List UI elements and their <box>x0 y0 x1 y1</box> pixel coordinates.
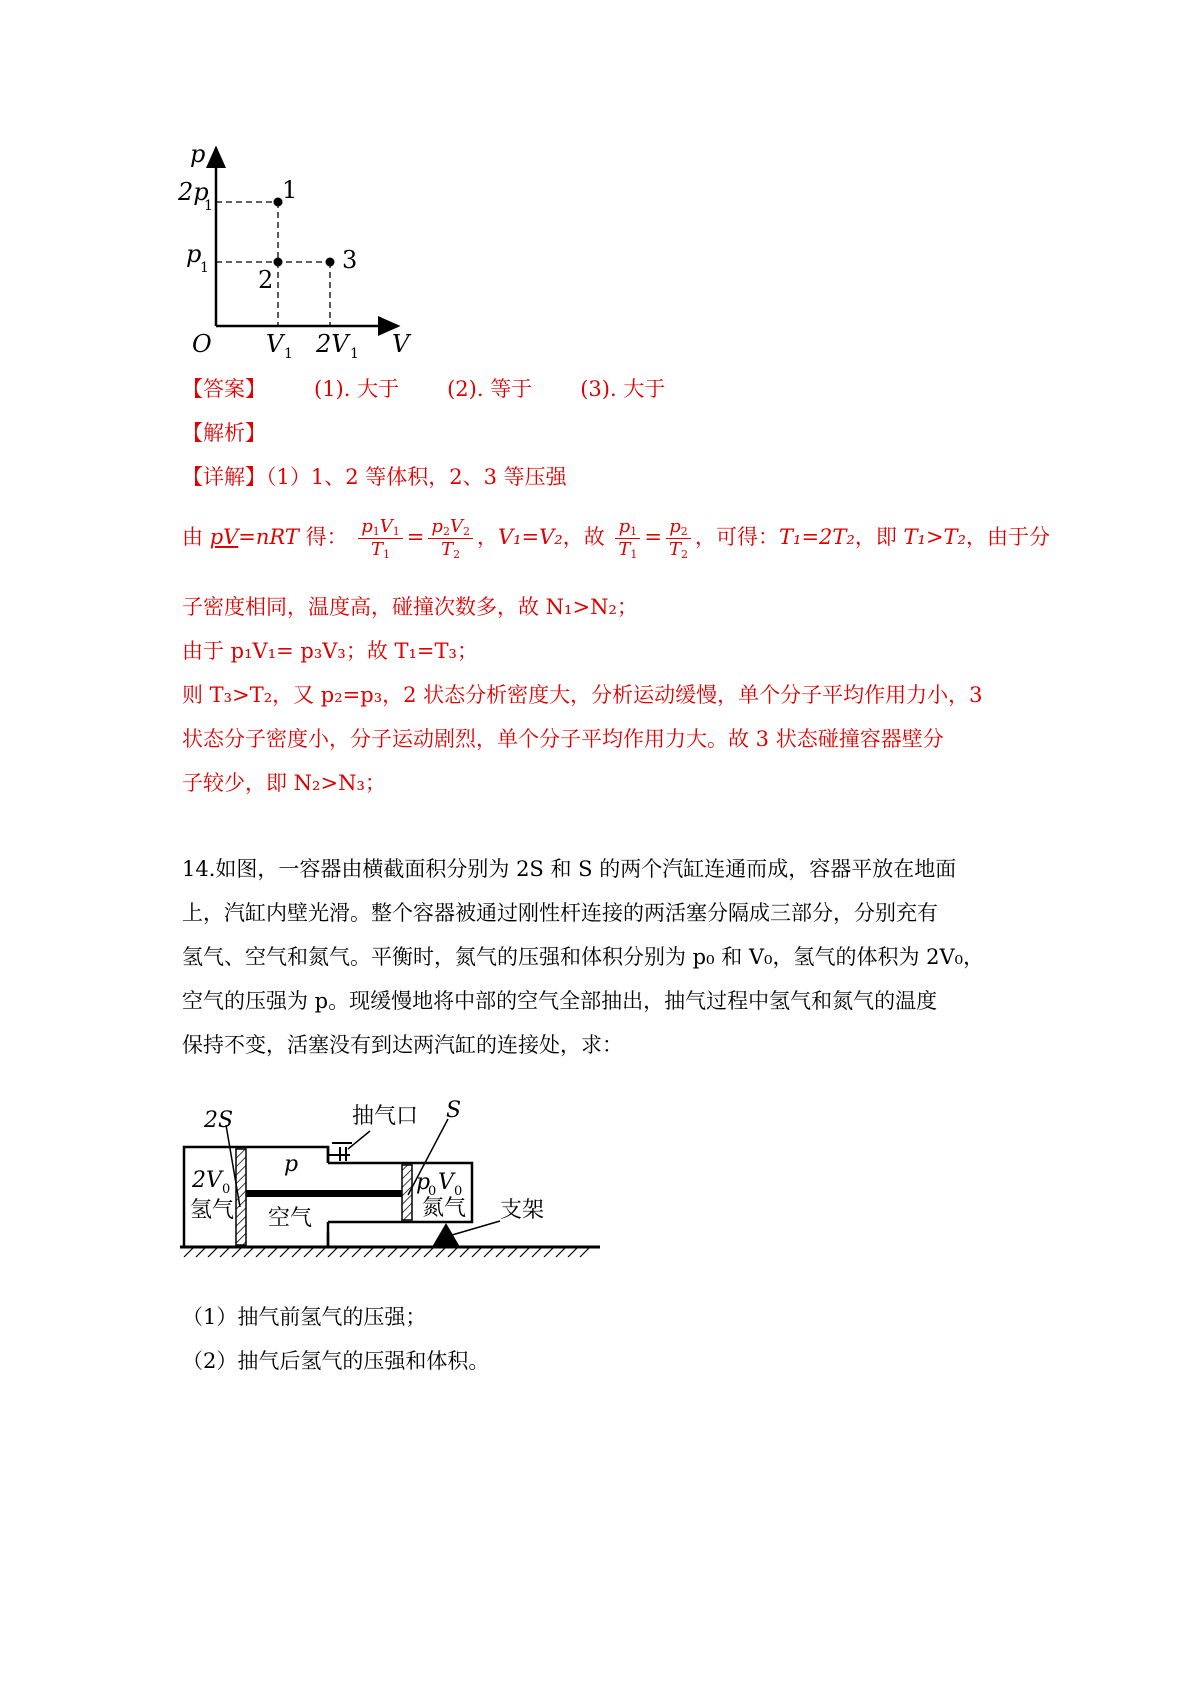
origin-label: O <box>192 330 212 358</box>
v1-eq-v2: V₁=V₂ <box>497 525 563 549</box>
label-2s: 2S <box>204 1108 234 1133</box>
detail-l2-keyi: ，可得： <box>695 525 780 549</box>
cylinder-figure <box>180 1095 600 1275</box>
detail-line-7: 子较少，即 N₂>N₃； <box>182 771 386 795</box>
t1-gt-t2: T₁>T₂ <box>903 525 966 549</box>
sub-question-2: （2）抽气后氢气的压强和体积。 <box>182 1349 490 1373</box>
tick-2p1-sub: 1 <box>204 198 213 214</box>
detail-l2-gu: ，故 <box>562 525 605 549</box>
detail-line-6: 状态分子密度小，分子运动剧烈，单个分子平均作用力大。故 3 状态碰撞容器壁分 <box>182 727 944 751</box>
detail-line-2: 由 pV=nRT 得： $\frac{p_1V_1}{T_1}$ = $\frac{p_2V_2}{T_2}$ ，V₁=V₂，故 $\frac{p_1}{T_1}$ = $\frac{p_2}{T_2}$ ，可得：T₁=2T₂，即 T₁>T₂，由于分 <box>182 516 1050 561</box>
fraction-p2v2-t2: $\frac{p_2V_2}{T_2}$ <box>428 516 473 561</box>
sub-question-1: （1）抽气前氢气的压强； <box>182 1305 427 1329</box>
label-2v0: 2V <box>192 1168 222 1193</box>
detail-line-4: 由于 p₁V₁= p₃V₃；故 T₁=T₃； <box>182 639 478 663</box>
answer-label: 【答案】 <box>182 377 266 401</box>
label-v0: V <box>438 1170 454 1195</box>
tick-v1-sub: 1 <box>284 346 293 362</box>
t1-eq-2t2: T₁=2T₂ <box>779 525 855 549</box>
rigid-rod <box>246 1190 402 1197</box>
tick-v1: V <box>266 330 284 358</box>
pv-graph <box>170 130 430 370</box>
label-2v0-sub: 0 <box>222 1182 231 1197</box>
fraction-p2-t2: $\frac{p_2}{T_2}$ <box>666 516 691 561</box>
detail-l2-comma: ， <box>476 525 498 549</box>
point-3-dot <box>326 258 335 267</box>
point-2-dot <box>274 258 283 267</box>
detail-label: 【详解】 <box>182 465 266 489</box>
label-stand: 支架 <box>500 1198 545 1223</box>
pv-symbol: pV <box>209 525 239 549</box>
detail-l2-ji: ，即 <box>854 525 904 549</box>
analysis-label: 【解析】 <box>182 421 266 445</box>
point-1-label: 1 <box>282 176 298 204</box>
detail-line-3: 子密度相同，温度高，碰撞次数多，故 N₁>N₂； <box>182 595 638 619</box>
tick-p1: p <box>186 240 202 268</box>
detail-l2-end: ，由于分 <box>965 525 1050 549</box>
left-piston <box>236 1149 246 1245</box>
right-piston <box>402 1165 412 1220</box>
answer-1: (1). 大于 <box>314 377 400 401</box>
answer-2: (2). 等于 <box>447 377 533 401</box>
outlet-valve <box>328 1143 352 1161</box>
question-line-1: 14.如图，一容器由横截面积分别为 2S 和 S 的两个汽缸连通而成，容器平放在地面 <box>182 857 957 881</box>
axis-v-label: V <box>392 330 410 358</box>
eq-sign: = <box>238 525 256 549</box>
tick-2p1: 2p <box>178 178 209 206</box>
detail-line-5: 则 T₃>T₂，又 p₂=p₃，2 状态分析密度大，分析运动缓慢，单个分子平均作用力小，3 <box>182 683 983 707</box>
fraction-p1-t1: $\frac{p_1}{T_1}$ <box>615 516 640 561</box>
fraction-p1v1-t1: $\frac{p_1V_1}{T_1}$ <box>358 516 403 561</box>
question-line-4: 空气的压强为 p。现缓慢地将中部的空气全部抽出，抽气过程中氢气和氮气的温度 <box>182 989 938 1013</box>
label-hydrogen: 氢气 <box>190 1198 235 1223</box>
question-line-2: 上，汽缸内壁光滑。整个容器被通过刚性杆连接的两活塞分隔成三部分，分别充有 <box>182 901 938 925</box>
detail-line-1 <box>182 462 567 492</box>
question-line-5: 保持不变，活塞没有到达两汽缸的连接处，求： <box>182 1033 623 1057</box>
tick-2v1: 2V <box>316 330 349 358</box>
label-p0: p <box>416 1170 431 1195</box>
point-2-label: 2 <box>258 266 274 294</box>
detail-l2-prefix: 由 <box>182 525 210 549</box>
axis-p-label: p <box>190 140 206 168</box>
label-s: S <box>446 1098 462 1123</box>
detail-text-1: （1）1、2 等体积，2、3 等压强 <box>266 465 567 489</box>
label-outlet: 抽气口 <box>352 1104 419 1129</box>
tick-p1-sub: 1 <box>200 260 209 276</box>
answer-3: (3). 大于 <box>580 377 666 401</box>
label-v0-sub: 0 <box>454 1184 463 1199</box>
label-p: p <box>284 1152 299 1177</box>
stand-triangle <box>432 1223 460 1247</box>
label-p0-sub: 0 <box>428 1184 437 1199</box>
point-3-label: 3 <box>342 246 358 274</box>
answer-line <box>182 374 665 404</box>
tick-2v1-sub: 1 <box>350 346 359 362</box>
label-air: 空气 <box>268 1206 313 1231</box>
detail-l2-get: 得： <box>298 525 348 549</box>
nrt-symbol: nRT <box>255 525 299 549</box>
question-line-3: 氢气、空气和氮气。平衡时，氮气的压强和体积分别为 p₀ 和 V₀，氢气的体积为 2V₀， <box>182 945 985 969</box>
label-nitrogen: 氮气 <box>422 1196 467 1221</box>
pointer-outlet <box>348 1131 370 1149</box>
